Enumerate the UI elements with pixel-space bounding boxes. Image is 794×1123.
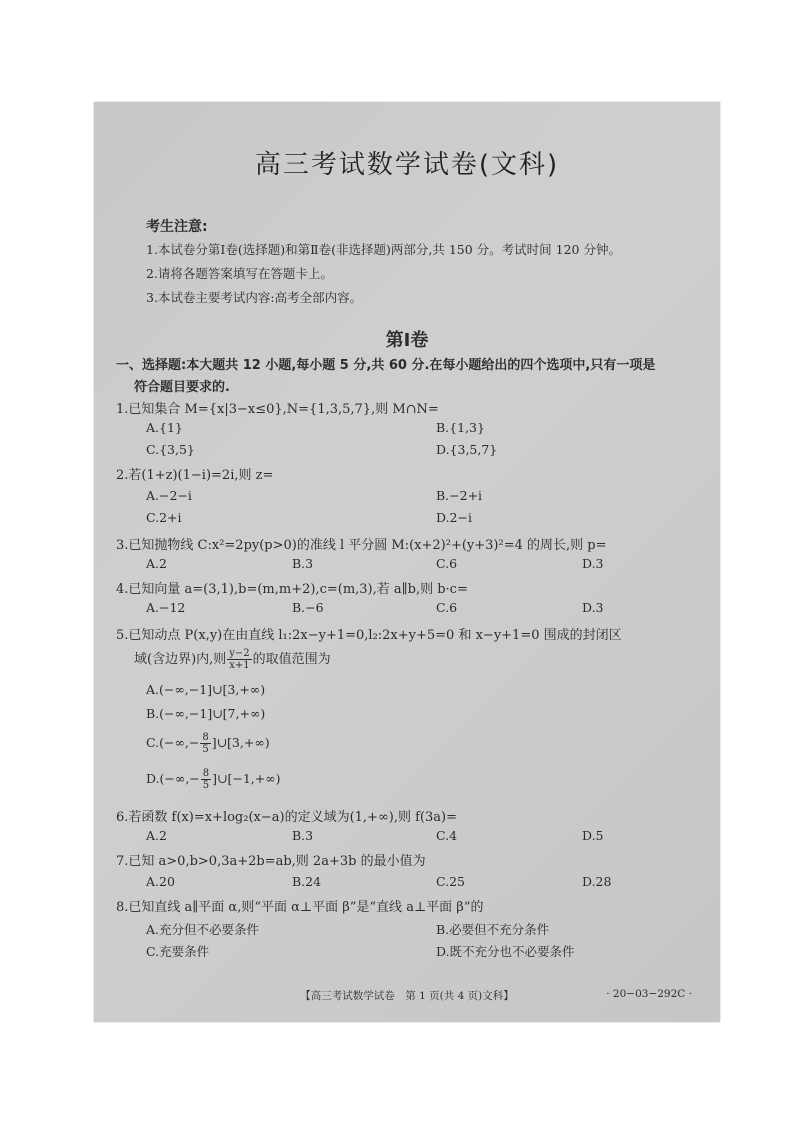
- part-instructions: 符合题目要求的.: [134, 380, 230, 395]
- option-c: C.25: [436, 874, 465, 889]
- option-d: D.既不充分也不必要条件: [436, 944, 575, 959]
- option-c: C.2+i: [146, 510, 182, 525]
- option-a: A.充分但不必要条件: [146, 922, 260, 937]
- question-stem: 8.已知直线 a∥平面 α,则“平面 α⊥平面 β”是“直线 a⊥平面 β”的: [116, 900, 484, 915]
- option-text: C.(−∞,−: [146, 735, 200, 750]
- notice-item: 2.请将各题答案填写在答题卡上。: [146, 266, 333, 281]
- stem-text: 域(含边界)内,则: [134, 652, 227, 667]
- option-d: D.3: [582, 556, 604, 571]
- option-b: B.{1,3}: [436, 420, 485, 435]
- option-a: A.{1}: [146, 420, 183, 435]
- option-c: C.6: [436, 600, 458, 615]
- option-d: D.5: [582, 828, 604, 843]
- option-b: B.3: [292, 556, 314, 571]
- option-c: C.{3,5}: [146, 442, 195, 457]
- option-a: A.−12: [146, 600, 186, 615]
- question-stem-cont: [134, 648, 331, 671]
- fraction-numerator: 8: [202, 768, 210, 779]
- question-stem: 3.已知抛物线 C:x²=2py(p>0)的准线 l 平分圆 M:(x+2)²+(y+3)²=4 的周长,则 p=: [116, 538, 607, 553]
- option-b: B.3: [292, 828, 314, 843]
- option-a: A.−2−i: [146, 488, 192, 503]
- option-d: D.28: [582, 874, 612, 889]
- fraction-denominator: 5: [202, 780, 210, 791]
- option-c: C.充要条件: [146, 944, 210, 959]
- question-stem: 5.已知动点 P(x,y)在由直线 l₁:2x−y+1=0,l₂:2x+y+5=0 和 x−y+1=0 围成的封闭区: [116, 628, 622, 643]
- question-stem: 2.若(1+z)(1−i)=2i,则 z=: [116, 468, 274, 483]
- option-a: A.20: [146, 874, 175, 889]
- notice-item: 3.本试卷主要考试内容:高考全部内容。: [146, 290, 363, 305]
- option-text: ]∪[3,+∞): [211, 735, 270, 750]
- option-d: D.2−i: [436, 510, 472, 525]
- option-b: B.必要但不充分条件: [436, 922, 550, 937]
- option-d: [146, 768, 281, 791]
- fraction: [200, 732, 210, 755]
- part-instructions: 一、选择题:本大题共 12 小题,每小题 5 分,共 60 分.在每小题给出的四个选项中,只有一项是: [116, 358, 656, 373]
- question-stem: 4.已知向量 a=(3,1),b=(m,m+2),c=(m,3),若 a∥b,则 b·c=: [116, 582, 468, 597]
- option-c: [146, 732, 270, 755]
- fraction: [201, 768, 211, 791]
- footer-code: · 20−03−292C ·: [606, 988, 692, 1000]
- stem-text: 的取值范围为: [252, 652, 331, 667]
- option-d: D.3: [582, 600, 604, 615]
- option-text: D.(−∞,−: [146, 771, 200, 786]
- footer-page-info: 【高三考试数学试卷 第 1 页(共 4 页)文科】: [300, 990, 514, 1002]
- option-text: ]∪[−1,+∞): [212, 771, 281, 786]
- option-b: B.(−∞,−1]∪[7,+∞): [146, 706, 266, 721]
- question-stem: 6.若函数 f(x)=x+log₂(x−a)的定义域为(1,+∞),则 f(3a)=: [116, 810, 457, 825]
- option-b: B.−6: [292, 600, 324, 615]
- fraction-numerator: 8: [202, 732, 209, 743]
- option-b: B.−2+i: [436, 488, 483, 503]
- fraction: [227, 648, 251, 671]
- option-c: C.6: [436, 556, 458, 571]
- notice-item: 1.本试卷分第Ⅰ卷(选择题)和第Ⅱ卷(非选择题)两部分,共 150 分。考试时间 120 分钟。: [146, 242, 621, 257]
- exam-page: [94, 102, 720, 1022]
- option-c: C.4: [436, 828, 458, 843]
- question-stem: 7.已知 a>0,b>0,3a+2b=ab,则 2a+3b 的最小值为: [116, 854, 426, 869]
- option-a: A.2: [146, 556, 167, 571]
- section-title: 第Ⅰ卷: [385, 330, 429, 351]
- option-a: A.(−∞,−1]∪[3,+∞): [146, 682, 266, 697]
- option-d: D.{3,5,7}: [436, 442, 498, 457]
- option-a: A.2: [146, 828, 167, 843]
- question-stem: 1.已知集合 M={x|3−x≤0},N={1,3,5,7},则 M∩N=: [116, 402, 439, 417]
- fraction-denominator: x+1: [229, 660, 250, 671]
- page-title: 高三考试数学试卷(文科): [254, 150, 560, 180]
- fraction-numerator: y−2: [229, 648, 250, 659]
- notice-heading: 考生注意:: [146, 219, 208, 235]
- option-b: B.24: [292, 874, 322, 889]
- fraction-denominator: 5: [202, 744, 209, 755]
